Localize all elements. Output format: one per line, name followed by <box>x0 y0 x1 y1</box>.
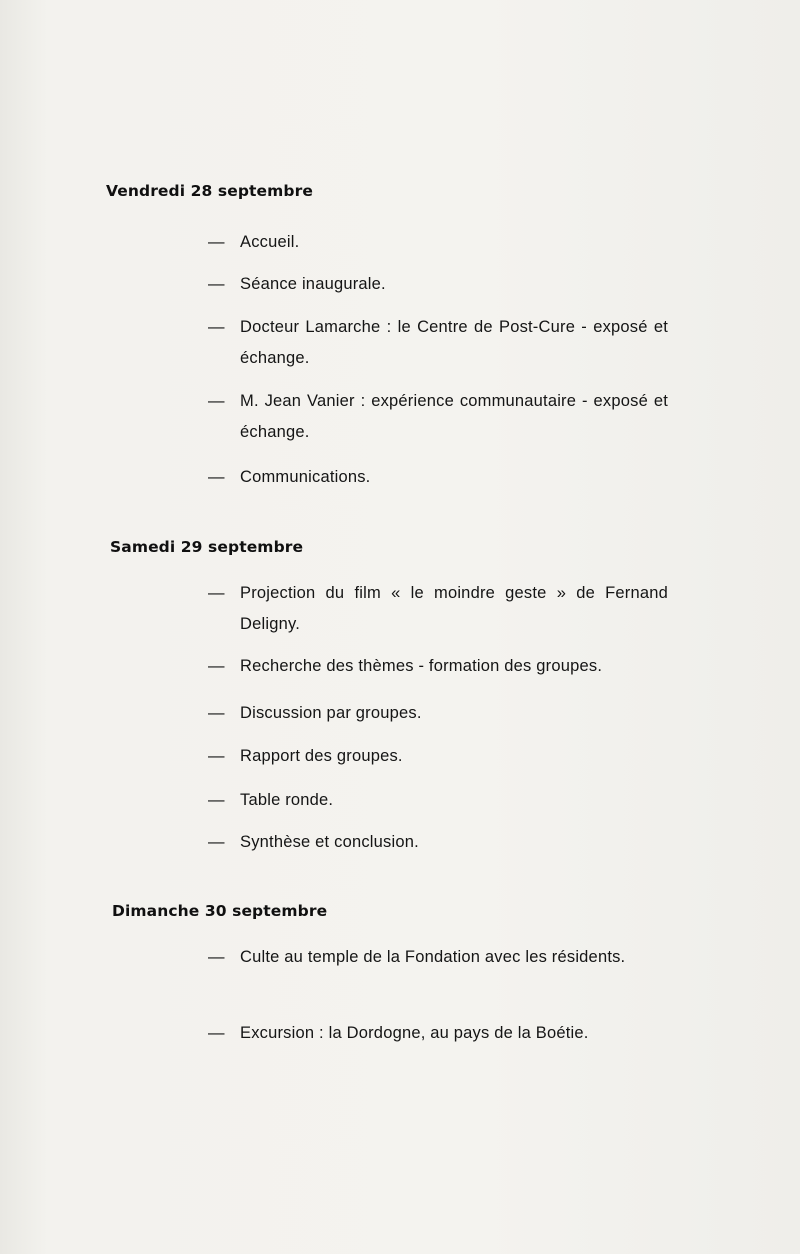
program-item-text: Rapport des groupes. <box>240 747 403 765</box>
dash: — <box>208 233 225 251</box>
dash: — <box>208 747 225 765</box>
program-item-text: Discussion par groupes. <box>240 704 422 722</box>
dash: — <box>208 275 225 293</box>
dash: — <box>208 1024 225 1042</box>
program-item-text: Culte au temple de la Fondation avec les résidents. <box>240 948 626 966</box>
program-item-text: Séance inaugurale. <box>240 275 386 293</box>
program-item-text: Docteur Lamarche : le Centre de Post-Cure - exposé et échange. <box>240 318 668 367</box>
program-item <box>208 942 668 973</box>
program-item <box>208 312 668 374</box>
program-item <box>208 386 668 448</box>
dash: — <box>208 791 225 809</box>
program-item <box>208 785 668 816</box>
program-item-text: Excursion : la Dordogne, au pays de la Boétie. <box>240 1024 589 1042</box>
program-item <box>208 1018 668 1049</box>
dash: — <box>208 704 225 722</box>
program-item-text: Recherche des thèmes - formation des groupes. <box>240 657 603 675</box>
dash: — <box>208 392 225 410</box>
program-item <box>208 269 668 300</box>
program-item-text: Table ronde. <box>240 791 334 809</box>
dash: — <box>208 584 225 602</box>
program-item <box>208 578 668 640</box>
day-heading-friday: Vendredi 28 septembre <box>106 182 313 200</box>
program-item-text: Synthèse et conclusion. <box>240 833 419 851</box>
program-item <box>208 741 668 772</box>
program-item-text: Accueil. <box>240 233 300 251</box>
dash: — <box>208 833 225 851</box>
program-item <box>208 827 668 858</box>
program-item <box>208 227 668 258</box>
program-item-text: Projection du film « le moindre geste » de Fernand Deligny. <box>240 584 668 633</box>
day-heading-sunday: Dimanche 30 septembre <box>112 902 328 920</box>
program-item-text: Communications. <box>240 468 371 486</box>
program-item <box>208 462 668 493</box>
day-heading-saturday: Samedi 29 septembre <box>110 538 304 556</box>
dash: — <box>208 948 225 966</box>
dash: — <box>208 318 225 336</box>
program-item <box>208 651 668 682</box>
program-item <box>208 698 668 729</box>
dash: — <box>208 468 225 486</box>
dash: — <box>208 657 225 675</box>
program-item-text: M. Jean Vanier : expérience communautaire - exposé et échange. <box>240 392 668 441</box>
